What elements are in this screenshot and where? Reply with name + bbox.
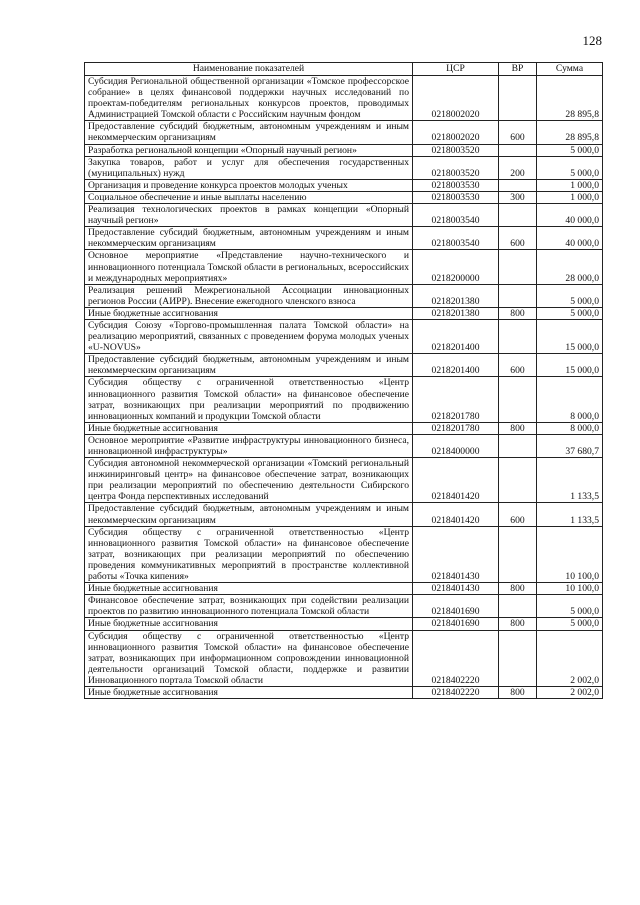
row-csr: 0218003530 <box>413 179 499 191</box>
row-csr: 0218402220 <box>413 630 499 686</box>
table-row <box>85 434 603 457</box>
row-name: Закупка товаров, работ и услуг для обеспечения государственных (муниципальных) нужд <box>85 156 413 179</box>
row-csr: 0218201380 <box>413 284 499 307</box>
row-csr: 0218400000 <box>413 434 499 457</box>
row-sum: 15 000,0 <box>537 354 603 377</box>
row-vr: 600 <box>499 121 537 144</box>
table-row <box>85 284 603 307</box>
row-csr: 0218401690 <box>413 618 499 630</box>
row-name: Предоставление субсидий бюджетным, автономным учреждениям и иным некоммерческим организациям <box>85 503 413 526</box>
row-vr <box>499 144 537 156</box>
row-sum: 5 000,0 <box>537 284 603 307</box>
row-vr <box>499 250 537 284</box>
row-csr: 0218003520 <box>413 156 499 179</box>
row-sum: 5 000,0 <box>537 144 603 156</box>
row-sum: 1 133,5 <box>537 503 603 526</box>
row-csr: 0218002020 <box>413 121 499 144</box>
row-csr: 0218003530 <box>413 191 499 203</box>
row-csr: 0218003540 <box>413 204 499 227</box>
table-row <box>85 458 603 503</box>
table-row <box>85 526 603 582</box>
row-name: Субсидия Региональной общественной организации «Томское профессорское собрание» в целях финансовой поддержки научных исследований по проектам-победителям региональных конкурсов проектов, проводимых Администрацией Томской области с Российским научным фондом <box>85 76 413 121</box>
row-vr: 600 <box>499 503 537 526</box>
row-name: Субсидия обществу с ограниченной ответственностью «Центр инновационного развития Томской области» на финансовое обеспечение затрат, возникающих при реализации мероприятий по продвижению инновационных компаний и продукции Томской области <box>85 377 413 422</box>
table-row <box>85 227 603 250</box>
row-vr <box>499 319 537 353</box>
row-sum: 40 000,0 <box>537 204 603 227</box>
row-vr <box>499 595 537 618</box>
page-number: 128 <box>582 33 602 48</box>
row-sum: 5 000,0 <box>537 595 603 618</box>
table-row <box>85 156 603 179</box>
row-csr: 0218401430 <box>413 526 499 582</box>
row-sum: 37 680,7 <box>537 434 603 457</box>
row-sum: 2 002,0 <box>537 630 603 686</box>
table-row <box>85 144 603 156</box>
budget-table <box>84 62 603 699</box>
row-vr <box>499 284 537 307</box>
row-sum: 40 000,0 <box>537 227 603 250</box>
row-name: Предоставление субсидий бюджетным, автономным учреждениям и иным некоммерческим организациям <box>85 354 413 377</box>
table-row <box>85 191 603 203</box>
table-row <box>85 630 603 686</box>
row-csr: 0218200000 <box>413 250 499 284</box>
row-name: Реализация технологических проектов в рамках концепции «Опорный научный регион» <box>85 204 413 227</box>
row-vr <box>499 630 537 686</box>
row-vr <box>499 179 537 191</box>
table-row <box>85 583 603 595</box>
table-row <box>85 377 603 422</box>
table-row <box>85 503 603 526</box>
row-csr: 0218401420 <box>413 503 499 526</box>
row-vr: 800 <box>499 686 537 698</box>
row-csr: 0218201400 <box>413 319 499 353</box>
row-csr: 0218003540 <box>413 227 499 250</box>
table-row <box>85 204 603 227</box>
table-row <box>85 121 603 144</box>
row-vr <box>499 526 537 582</box>
row-name: Организация и проведение конкурса проектов молодых ученых <box>85 179 413 191</box>
row-name: Финансовое обеспечение затрат, возникающих при содействии реализации проектов по развитию инновационного потенциала Томской области <box>85 595 413 618</box>
row-name: Реализация решений Межрегиональной Ассоциации инновационных регионов России (АИРР). Внесение ежегодного членского взноса <box>85 284 413 307</box>
table-header-row <box>85 63 603 76</box>
row-vr: 800 <box>499 618 537 630</box>
row-csr: 0218201780 <box>413 377 499 422</box>
row-csr: 0218201400 <box>413 354 499 377</box>
row-vr: 600 <box>499 354 537 377</box>
table-row <box>85 618 603 630</box>
header-sum: Сумма <box>537 63 603 76</box>
row-csr: 0218201780 <box>413 422 499 434</box>
header-vr: ВР <box>499 63 537 76</box>
row-sum: 1 000,0 <box>537 179 603 191</box>
row-vr <box>499 377 537 422</box>
row-vr <box>499 204 537 227</box>
table-row <box>85 422 603 434</box>
row-sum: 10 100,0 <box>537 583 603 595</box>
row-csr: 0218003520 <box>413 144 499 156</box>
row-name: Субсидия обществу с ограниченной ответственностью «Центр инновационного развития Томской области» на финансовое обеспечение затрат, возникающих при информационном сопровождении инновационной деятельности организаций Томской области, поддержке и развитии Инновационного портала Томской области <box>85 630 413 686</box>
table-row <box>85 354 603 377</box>
row-name: Иные бюджетные ассигнования <box>85 686 413 698</box>
row-name: Иные бюджетные ассигнования <box>85 618 413 630</box>
table-row <box>85 595 603 618</box>
row-name: Основное мероприятие «Представление научно-технического и инновационного потенциала Томской области в региональных, всероссийских и международных мероприятиях» <box>85 250 413 284</box>
row-csr: 0218402220 <box>413 686 499 698</box>
header-name: Наименование показателей <box>85 63 413 76</box>
row-sum: 10 100,0 <box>537 526 603 582</box>
row-sum: 8 000,0 <box>537 377 603 422</box>
row-name: Разработка региональной концепции «Опорный научный регион» <box>85 144 413 156</box>
table-row <box>85 179 603 191</box>
row-name: Предоставление субсидий бюджетным, автономным учреждениям и иным некоммерческим организациям <box>85 121 413 144</box>
row-csr: 0218401430 <box>413 583 499 595</box>
row-sum: 5 000,0 <box>537 307 603 319</box>
row-name: Основное мероприятие «Развитие инфраструктуры инновационного бизнеса, инновационной инфраструктуры» <box>85 434 413 457</box>
header-csr: ЦСР <box>413 63 499 76</box>
row-vr: 800 <box>499 422 537 434</box>
row-name: Субсидия обществу с ограниченной ответственностью «Центр инновационного развития Томской области» на финансовое обеспечение затрат, возникающих при реализации мероприятий по обеспечению проведения коммуникативных мероприятий в пространстве коллективной работы «Точка кипения» <box>85 526 413 582</box>
table-body <box>85 76 603 699</box>
row-sum: 8 000,0 <box>537 422 603 434</box>
row-csr: 0218401690 <box>413 595 499 618</box>
row-sum: 5 000,0 <box>537 156 603 179</box>
row-sum: 28 000,0 <box>537 250 603 284</box>
row-sum: 1 000,0 <box>537 191 603 203</box>
row-csr: 0218201380 <box>413 307 499 319</box>
row-vr <box>499 458 537 503</box>
row-csr: 0218002020 <box>413 76 499 121</box>
table-row <box>85 686 603 698</box>
row-vr: 600 <box>499 227 537 250</box>
row-vr: 200 <box>499 156 537 179</box>
row-vr <box>499 76 537 121</box>
row-name: Иные бюджетные ассигнования <box>85 307 413 319</box>
row-csr: 0218401420 <box>413 458 499 503</box>
table-row <box>85 319 603 353</box>
row-vr: 300 <box>499 191 537 203</box>
row-sum: 2 002,0 <box>537 686 603 698</box>
table-row <box>85 307 603 319</box>
row-name: Социальное обеспечение и иные выплаты населению <box>85 191 413 203</box>
table-row <box>85 76 603 121</box>
row-vr <box>499 434 537 457</box>
row-sum: 28 895,8 <box>537 76 603 121</box>
row-name: Иные бюджетные ассигнования <box>85 422 413 434</box>
row-sum: 28 895,8 <box>537 121 603 144</box>
row-sum: 1 133,5 <box>537 458 603 503</box>
row-name: Субсидия автономной некоммерческой организации «Томский региональный инжиниринговый центр» на финансовое обеспечение затрат, возникающих при реализации мероприятий по обеспечению деятельности Сибирского центра Фонда перспективных исследований <box>85 458 413 503</box>
row-vr: 800 <box>499 583 537 595</box>
table-row <box>85 250 603 284</box>
row-vr: 800 <box>499 307 537 319</box>
row-name: Предоставление субсидий бюджетным, автономным учреждениям и иным некоммерческим организациям <box>85 227 413 250</box>
row-name: Субсидия Союзу «Торгово-промышленная палата Томской области» на реализацию мероприятий, связанных с проведением форума молодых ученых «U-NOVUS» <box>85 319 413 353</box>
row-name: Иные бюджетные ассигнования <box>85 583 413 595</box>
row-sum: 5 000,0 <box>537 618 603 630</box>
row-sum: 15 000,0 <box>537 319 603 353</box>
